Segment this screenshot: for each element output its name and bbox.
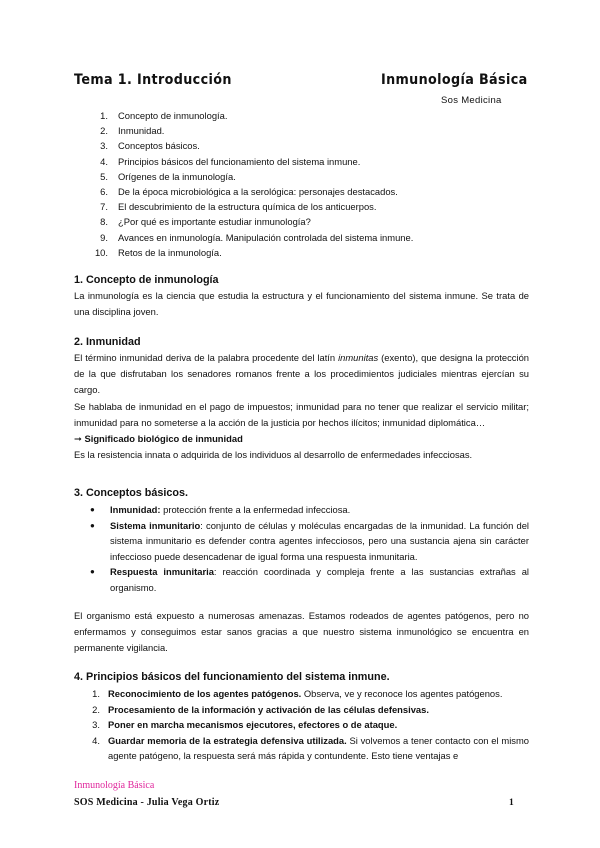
toc-item: 6. De la época microbiológica a la serológica: personajes destacados. xyxy=(100,185,398,197)
list-item: 4. Guardar memoria de la estrategia defensiva utilizada. Si volvemos a tener contacto con el mismo agente patógeno, la respuesta será más rápida y contundente. Esto tiene ventajas e xyxy=(92,734,529,762)
toc-item: 3. Conceptos básicos. xyxy=(100,140,200,152)
page-number: 1 xyxy=(509,798,514,808)
toc-item: 10. Retos de la inmunología. xyxy=(94,246,222,258)
toc-item: 2. Inmunidad. xyxy=(100,125,165,137)
numbered-list xyxy=(88,686,529,764)
bullet-list xyxy=(90,502,529,596)
footer-author: SOS Medicina - Julia Vega Ortiz xyxy=(74,797,220,808)
toc-item: 4. Principios básicos del funcionamiento del sistema inmune. xyxy=(100,155,361,167)
section-heading: 4. Principios básicos del funcionamiento del sistema inmune. xyxy=(74,671,390,683)
subheading: ➞ Significado biológico de inmunidad xyxy=(74,433,243,445)
section-4-heading xyxy=(74,669,529,685)
section-heading: 2. Inmunidad xyxy=(74,336,141,348)
list-item: ● Respuesta inmunitaria: reacción coordinada y compleja frente a las sustancias extrañas al organismo. xyxy=(90,566,529,593)
table-of-contents xyxy=(88,108,413,260)
section-heading: 3. Conceptos básicos. xyxy=(74,487,188,499)
section-heading: 1. Concepto de inmunología xyxy=(74,274,219,286)
toc-item: 7. El descubrimiento de la estructura química de los anticuerpos. xyxy=(100,201,377,213)
course-title: Inmunología Básica xyxy=(381,72,528,88)
toc-item: 5. Orígenes de la inmunología. xyxy=(100,170,236,182)
bullet-icon: ● xyxy=(90,567,95,577)
list-item: 1. Reconocimiento de los agentes patógenos. Observa, ve y reconoce los agentes patógenos. xyxy=(92,688,503,699)
bullet-icon: ● xyxy=(90,520,95,530)
list-item: 2. Procesamiento de la información y activación de las células defensivas. xyxy=(92,703,429,715)
toc-item: 1. Concepto de inmunología. xyxy=(100,110,228,121)
paragraph: El organismo está expuesto a numerosas amenazas. Estamos rodeados de agentes patógenos, pero no enfermamos y conseguimos estar sanos gracias a que nuestro sistema inmunológico se encuentra en permanente vigilancia. xyxy=(74,610,529,654)
document-title: Tema 1. Introducción xyxy=(74,72,232,88)
list-item: ● Sistema inmunitario: conjunto de células y moléculas encargadas de la inmunidad. La función del sistema inmunitario es defender contra agentes infecciosos, pero una sustancia ajena sin carácter infeccioso puede desencadenar de igual forma una respuesta inmunitaria. xyxy=(90,519,530,562)
list-item: 3. Poner en marcha mecanismos ejecutores, efectores o de ataque. xyxy=(92,719,398,731)
list-item: ● Inmunidad: protección frente a la enfermedad infecciosa. xyxy=(90,502,529,518)
section-1 xyxy=(74,272,529,320)
course-subtitle: Sos Medicina xyxy=(441,95,502,106)
toc-item: 8. ¿Por qué es importante estudiar inmunología? xyxy=(100,216,311,228)
paragraph: La inmunología es la ciencia que estudia la estructura y el funcionamiento del sistema inmune. Se trata de una disciplina joven. xyxy=(74,290,529,318)
section-2 xyxy=(74,334,529,463)
footer-subject: Inmunología Básica xyxy=(74,780,155,791)
paragraph: Es la resistencia innata o adquirida de los individuos al desarrollo de enfermedades infecciosas. xyxy=(74,449,473,461)
section-3-heading xyxy=(74,485,529,501)
paragraph: El término inmunidad deriva de la palabra procedente del latín inmunitas (exento), que designa la protección de la que disfrutaban los senadores romanos frente a los procedimientos judiciales mientras ejercían su cargo. xyxy=(74,352,530,396)
paragraph: Se hablaba de inmunidad en el pago de impuestos; inmunidad para no tener que realizar el servicio militar; inmunidad para no someterse a la acción de la justicia por hechos ilícitos; inmunidad diplomática… xyxy=(74,400,529,428)
arrow-icon: ➞ xyxy=(74,433,82,445)
bullet-icon: ● xyxy=(90,505,95,514)
toc-item: 9. Avances en inmunología. Manipulación controlada del sistema inmune. xyxy=(100,231,414,243)
